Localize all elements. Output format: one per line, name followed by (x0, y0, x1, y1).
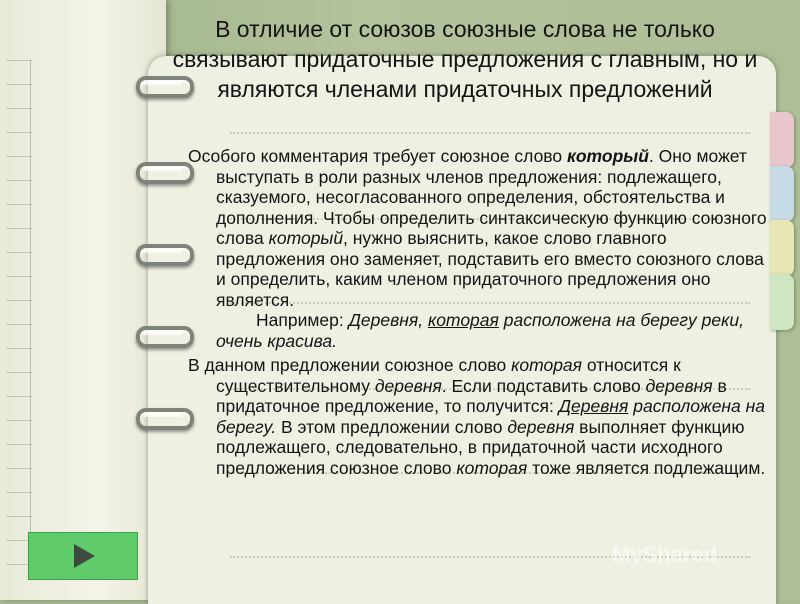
text-run: , нужно выяснить, какое слово главного предложения оно заменяет, подставить его вместо союзного слова и определить, каким членом придаточного предложения оно является. (216, 228, 764, 310)
text-run: В данном предложении союзное слово (188, 355, 512, 375)
text-run: расположена на берегу реки, очень красива. (216, 310, 744, 351)
text-run: . Оно может выступать в роли разных членов предложения: подлежащего, сказуемого, несогласованного определения, обстоятельства и дополнения. Чтобы определить синтаксическую функцию союзного слова (216, 146, 767, 248)
text-run: в придаточное предложение, то получится: (216, 375, 727, 416)
text-run: тоже является подлежащим. (527, 457, 766, 478)
text-run: В этом предложении слово (276, 416, 508, 437)
text-run: расположена на берегу. (216, 396, 766, 437)
text-run: Деревня, (348, 310, 428, 330)
binder-ring (136, 408, 194, 430)
emphasis-word: которая (456, 457, 528, 478)
text-run: Особого комментария требует союзное слово (188, 146, 567, 166)
next-slide-button[interactable] (28, 532, 138, 580)
text-run: Например: (256, 310, 349, 330)
example-paragraph (188, 310, 778, 351)
emphasis-word: который (268, 228, 344, 248)
page-rule (230, 132, 750, 134)
ruler-line (30, 60, 31, 580)
watermark-logo: MyShared (612, 542, 718, 567)
text-run: . Если подставить слово (441, 375, 646, 396)
emphasis-word: деревня (374, 375, 442, 396)
emphasis-word: которая (511, 355, 583, 375)
paragraph-2 (188, 355, 778, 478)
binder-ring (136, 162, 194, 184)
emphasis-word: деревня (645, 375, 713, 396)
emphasis-word: который (567, 146, 649, 166)
paragraph-1 (188, 146, 778, 310)
slide-title: В отличие от союзов союзные слова не только связывают придаточные предложения с главным, но и являются членами придаточных предложений (172, 16, 758, 102)
binder-ring (136, 326, 194, 348)
underlined-word: Деревня (558, 396, 629, 416)
underlined-word: которая (427, 310, 499, 330)
binder-ring (136, 244, 194, 266)
slide-body (188, 146, 778, 478)
ruler-marks (6, 60, 32, 580)
emphasis-word: деревня (507, 416, 575, 437)
play-triangle-icon (68, 541, 98, 571)
text-run: выполняет функцию подлежащего, следовательно, в придаточной части исходного предложения союзное слово (216, 416, 745, 478)
text-run: относится к существительному (216, 355, 681, 396)
